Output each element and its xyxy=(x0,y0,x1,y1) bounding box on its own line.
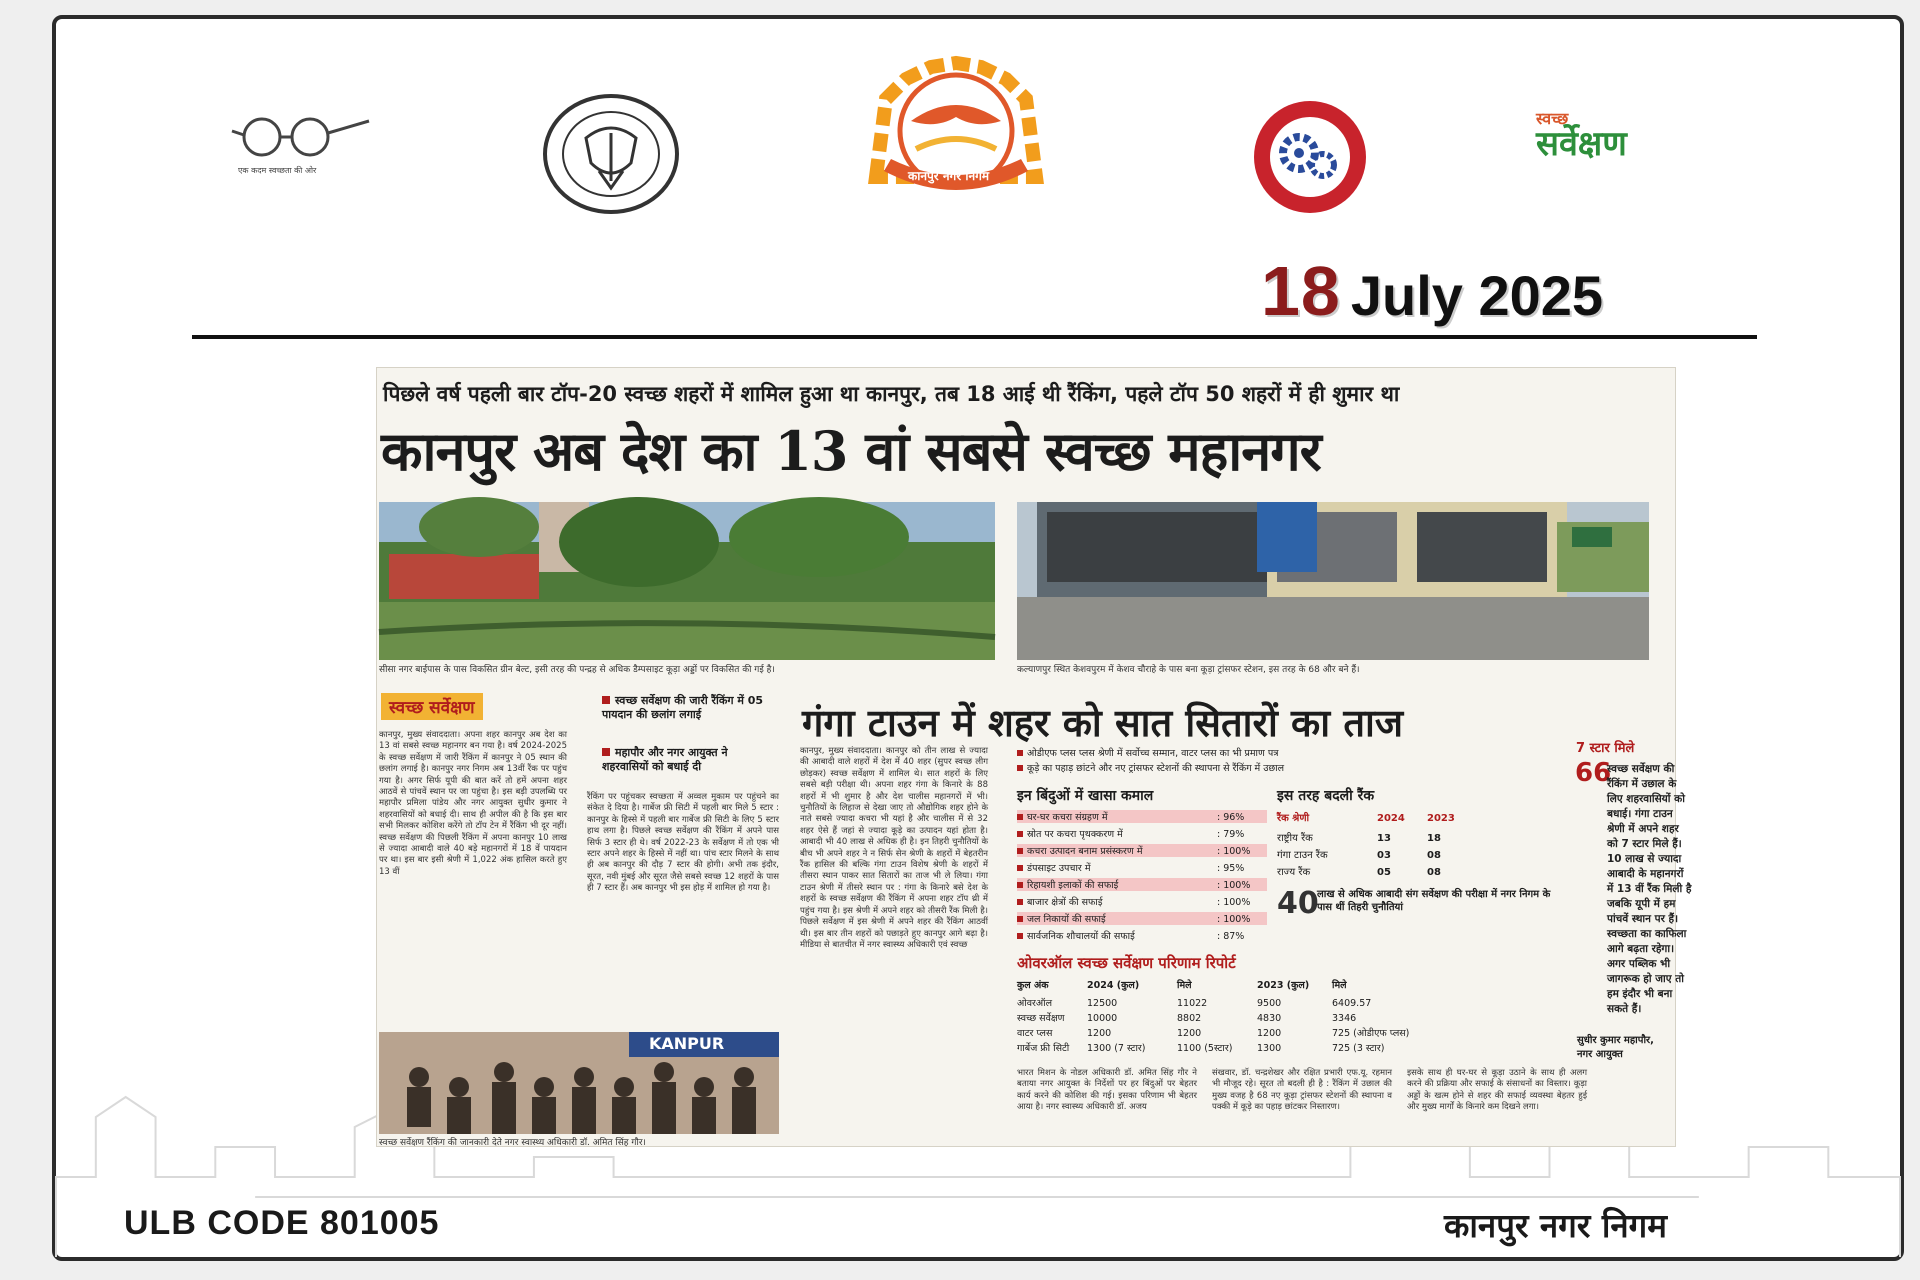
article-column-3: कानपुर, मुख्य संवाददाता। कानपुर को तीन लाख से ज्यादा की आबादी वाले शहरों में देश में 40 शहर (सुपर स्वच्छ लीग छोड़कर) स्वच्छ सर्वेक्षण में शामिल थे। सात शहरों के लिए सबसे बड़ी परीक्षा थी। अपना शहर गंगा के किनारे के 88 शहरों में भी शुमार है और देश चालीस महानगरों में भी। चुनौतियों के लिहाज से देखा जाए तो औद्योगिक शहर होने के नाते सबसे ज्यादा कचरा भी यहां है और चालीस में से 32 शहर ऐसे हैं जहां से ज्यादा कूड़े का उत्पादन यहां होता है। आबादी भी 40 लाख से अधिक ही है। इन तिहरी चुनौतियों के बीच भी अपने शहर ने न सिर्फ सेन श्रेणी के शहरों में बेहतरीन रैंक हासिल की बल्कि गंगा टाउन विशेष श्रेणी के शहरों में तीसरा स्थान पाकर सात सितारों का ताज भी ले लिया। गंगा टाउन श्रेणी में तीसरे स्थान पर : गंगा के किनारे बसे देश के शहरों के स्वच्छ सर्वेक्षण की रैंकिंग में अपना शहर टॉप थ्री में पहुंच गया है। इस श्रेणी में अपने शहर को तीसरी रैंक मिली है। पिछले सर्वेक्षण में इस श्रेणी में अपने शहर की रैंकिंग आठवीं थी। इस बार तीन शहरों को पछाड़ते हुए कानपुर आगे बढ़ा है। मीडिया से बातचीत में नगर स्वास्थ्य अधिकारी एवं स्वच्छ xyxy=(800,746,988,950)
swachh-survekshan-logo xyxy=(1536,107,1627,164)
report-row: गार्बेज फ्री सिटी 1300 (7 स्टार) 1100 (5स्टार) 1300 725 (3 स्टार) xyxy=(1017,1043,1385,1054)
swachh-survekshan-tag: स्वच्छ सर्वेक्षण xyxy=(381,693,483,720)
press-briefing-photo xyxy=(379,1032,779,1134)
seven-star-label: 7 स्टार मिले xyxy=(1576,741,1635,756)
ganga-town-headline: गंगा टाउन में शहर को सात सितारों का ताज xyxy=(802,700,1404,745)
bullet-square-icon xyxy=(1017,899,1023,905)
header-divider xyxy=(192,335,1757,339)
date-heading xyxy=(1261,251,1603,331)
bullet-square-icon xyxy=(1017,865,1023,871)
point-row: सार्वजनिक शौचालयों की सफाई : 87% xyxy=(1017,929,1267,942)
report-row: ओवरऑल 12500 11022 9500 6409.57 xyxy=(1017,998,1372,1009)
point-row: घर-घर कचरा संग्रहण में : 96% xyxy=(1017,810,1267,823)
article-bottom-a: भारत मिशन के नोडल अधिकारी डॉ. अमित सिंह गौर ने बताया नगर आयुक्त के निर्देशों पर हर बिंदुओं पर बेहतर कार्य करने की कोशिश की गई। इसका परिणाम भी बेहतर आया है। नगर स्वास्थ्य अधिकारी डॉ. अजय xyxy=(1017,1068,1197,1113)
green-belt-photo xyxy=(379,502,995,660)
newspaper-clipping xyxy=(376,367,1692,1148)
bullet-square-icon xyxy=(1017,882,1023,888)
swachh-bharat-logo xyxy=(224,111,374,183)
photo-banner-text: KANPUR xyxy=(649,1034,725,1053)
article-column-1: कानपुर, मुख्य संवाददाता। अपना शहर कानपुर अब देश का 13 वां सबसे स्वच्छ महानगर बन गया है। वर्ष 2024-2025 के स्वच्छ सर्वेक्षण में जारी रैंकिंग में कानपुर ने 05 स्थान की छलांग लगाई है। कानपुर नगर निगम अब 13वीं रैंक पर पहुंच गया है। अगर सिर्फ यूपी की बात करें तो हमें अपना शहर आठवें से पांचवें स्थान पर जा पहुंचा है। इस बड़ी उपलब्धि पर महापौर प्रमिला पांडेय और नगर आयुक्त सुधीर कुमार ने शहरवासियों को बधाई दी। साथ ही अपील की है कि इस बार सभी मिलकर कोशिश करेंगे तो टॉप टेन में रैंकिंग भी दूर नहीं। स्वच्छ सर्वेक्षण की पिछली रैंकिंग में अपना कानपुर 10 लाख से ज्यादा आबादी वाले 40 बड़े महानगरों में 18 वें पायदान पर था। इस बार इसी श्रेणी में 1,022 अंक हासिल करते हुए 13 वीं xyxy=(379,730,567,877)
point-row: कचरा उत्पादन बनाम प्रसंस्करण में : 100% xyxy=(1017,844,1267,857)
top-bullet-1: ओडीएफ प्लस प्लस श्रेणी में सर्वोच्च सम्मान, वाटर प्लस का भी प्रमाण पत्र xyxy=(1017,746,1562,759)
date-month-year: July 2025 xyxy=(1350,264,1604,327)
forty-number: 40 xyxy=(1277,886,1319,921)
rank-header: रैंक श्रेणी 2024 2023 xyxy=(1277,813,1455,824)
point-row: रिहायशी इलाकों की सफाई : 100% xyxy=(1017,878,1267,891)
point-row: जल निकायों की सफाई : 100% xyxy=(1017,912,1267,925)
gandhi-glasses-icon xyxy=(224,111,374,161)
article-bottom-c: इसके साथ ही घर-घर से कूड़ा उठाने के साथ ही अलग करने की प्रक्रिया और सफाई के संसाधनों का विस्तार। कूड़ा अड्डों के खत्म होने से शहर की सफाई व्यवस्था बेहतर हुई और मुख्य मार्गों के किनारे कम दिखने लगा। xyxy=(1407,1068,1587,1113)
quote-author: सुधीर कुमार महापौर, नगर आयुक्त xyxy=(1577,1035,1654,1060)
bullet-square-icon xyxy=(1017,814,1023,820)
point-row: स्रोत पर कचरा पृथक्करण में : 79% xyxy=(1017,827,1267,840)
report-row: स्वच्छ सर्वेक्षण 10000 8802 4830 3346 xyxy=(1017,1013,1357,1024)
top-bullet-2: कूड़े का पहाड़ छांटने और नए ट्रांसफर स्टेशनों की स्थापना से रैंकिंग में उछाल xyxy=(1017,761,1562,774)
article-column-2: रैंकिंग पर पहुंचकर स्वच्छता में अव्वल मुकाम पर पहुंचने का संकेत दे दिया है। गार्बेज फ्री सिटी में पहली बार मिले 5 स्टार : कानपुर के हिस्से में पहली बार गार्बेज फ्री सिटी के लिए 5 स्टार हाथ लगा है। पिछले स्वच्छ सर्वेक्षण की रैंकिंग में अपने पास सिर्फ 3 स्टार ही थे। वर्ष 2022-23 के सर्वेक्षण में तो एक भी स्टार अपने शहर के हिस्से में नहीं था। पांच स्टार मिलने के साथ ही अब कानपुर की दौड़ 7 स्टार की होगी। अभी तक इंदौर, सूरत, नवी मुंबई और सूरत जैसे सबसे स्वच्छ 12 शहरों के पास ही 7 स्टार हैं। अब कानपुर भी इस होड़ में शामिल हो गया है। xyxy=(587,792,779,894)
report-title: ओवरऑल स्वच्छ सर्वेक्षण परिणाम रिपोर्ट xyxy=(1017,954,1236,972)
bullet-square-icon xyxy=(602,696,610,704)
rank-row: राष्ट्रीय रैंक 13 18 xyxy=(1277,833,1441,844)
rank-row: गंगा टाउन रैंक 03 08 xyxy=(1277,850,1441,861)
point-row: बाजार क्षेत्रों की सफाई : 100% xyxy=(1017,895,1267,908)
bullet-square-icon xyxy=(1017,750,1023,756)
rank-title: इस तरह बदली रैंक xyxy=(1277,788,1375,804)
bullet-square-icon xyxy=(1017,765,1023,771)
quote-number: 66 xyxy=(1575,758,1612,788)
poster-frame xyxy=(52,15,1904,1261)
points-title: इन बिंदुओं में खासा कमाल xyxy=(1017,788,1154,804)
transfer-station-caption: कल्याणपुर स्थित केशवपुरम में केशव चौराहे के पास बना कूड़ा ट्रांसफर स्टेशन, इस तरह के 68 और बने हैं। xyxy=(1017,665,1360,675)
forty-text: लाख से अधिक आबादी संग सर्वेक्षण की परीक्षा में नगर निगम के पास थीं तिहरी चुनौतियां xyxy=(1317,889,1551,913)
kanpur-nagar-nigam-logo xyxy=(856,59,1056,213)
green-belt-caption: सीसा नगर बाईपास के पास विकसित ग्रीन बेल्ट, इसी तरह की पन्द्रह से अधिक डैम्पसाइट कूड़ा अड्डों पर विकसित की गई है। xyxy=(379,665,775,675)
bullet-square-icon xyxy=(1017,831,1023,837)
point-row: डंपसाइट उपचार में : 95% xyxy=(1017,861,1267,874)
swachh-survekshan-small: स्वच्छ xyxy=(1536,109,1569,128)
swachh-survekshan-big: सर्वेक्षण xyxy=(1536,124,1627,164)
mayor-quote: स्वच्छ सर्वेक्षण की रैंकिंग में उछाल के लिए शहरवासियों को बधाई। गंगा टाउन श्रेणी में अपने शहर को 7 स्टार मिले हैं। 10 लाख से ज्यादा आबादी के महानगरों में 13 वीं रैंक मिली है जबकि यूपी में हम पांचवें स्थान पर हैं। स्वच्छता का काफिला आगे बढ़ता रहेगा। अगर पब्लिक भी जागरूक हो जाए तो हम इंदौर भी बना सकते हैं। xyxy=(1607,763,1692,1015)
kmc-logo-text: कानपुर नगर निगम xyxy=(908,169,990,183)
report-row: वाटर प्लस 1200 1200 1200 725 (ओडीएफ प्लस) xyxy=(1017,1028,1410,1039)
org-name-footer: कानपुर नगर निगम xyxy=(1444,1206,1667,1245)
bullet-square-icon xyxy=(602,748,610,756)
transfer-station-photo xyxy=(1017,502,1649,660)
article-bottom-b: संखवार, डॉ. चन्द्रशेखर और रक्षित प्रभारी एफ.यू. रहमान भी मौजूद रहे। सूरत तो बदली ही है : रैंकिंग में उछाल की मुख्य वजह है 68 नए कूड़ा ट्रांसफर स्टेशनों की स्थापना व पक्की में कूड़े का पहाड़ छांटकर निस्तारण। xyxy=(1212,1068,1392,1113)
bullet-square-icon xyxy=(1017,916,1023,922)
ulb-code: ULB CODE 801005 xyxy=(124,1204,440,1242)
bullet-square-icon xyxy=(1017,933,1023,939)
highlight-bullet-2: महापौर और नगर आयुक्त ने शहरवासियों को बधाई दी xyxy=(602,746,728,773)
highlight-bullet-1: स्वच्छ सर्वेक्षण की जारी रैंकिंग में 05 पायदान की छलांग लगाई xyxy=(602,694,764,721)
clip-headline: कानपुर अब देश का 13 वां सबसे स्वच्छ महानगर xyxy=(381,419,1321,483)
up-government-logo xyxy=(541,93,681,219)
bullet-square-icon xyxy=(1017,848,1023,854)
kanpur-smart-city-logo xyxy=(1243,97,1377,221)
press-briefing-caption: स्वच्छ सर्वेक्षण रैंकिंग की जानकारी देते नगर स्वास्थ्य अधिकारी डॉ. अमित सिंह गौर। xyxy=(379,1138,646,1148)
date-day: 18 xyxy=(1261,252,1341,330)
clip-subheadline: पिछले वर्ष पहली बार टॉप-20 स्वच्छ शहरों में शामिल हुआ था कानपुर, तब 18 आई थी रैंकिंग, पहले टॉप 50 शहरों में ही शुमार था xyxy=(383,382,1400,406)
swachh-bharat-tagline: एक कदम स्वच्छता की ओर xyxy=(238,166,317,175)
rank-row: राज्य रैंक 05 08 xyxy=(1277,867,1441,878)
report-header: कुल अंक 2024 (कुल) मिले 2023 (कुल) मिले xyxy=(1017,980,1347,991)
